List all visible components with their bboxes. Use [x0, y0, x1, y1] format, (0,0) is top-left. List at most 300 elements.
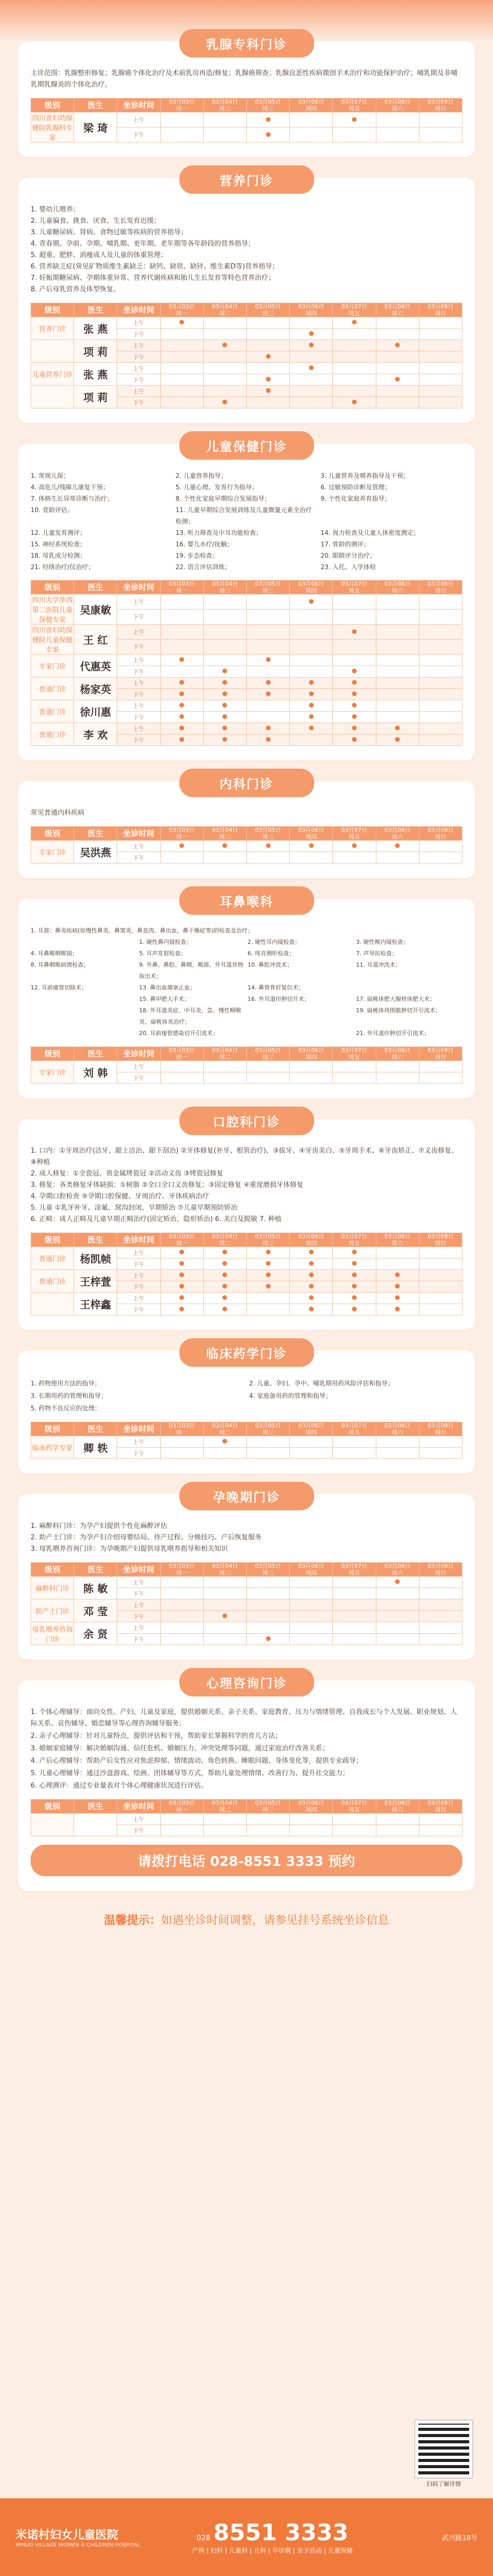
slot-available[interactable] — [160, 689, 203, 700]
slot-available[interactable] — [203, 340, 246, 351]
slot-available[interactable] — [246, 386, 289, 397]
section-title: 乳腺专科门诊 — [179, 29, 314, 58]
day-date: 03月05日 — [255, 581, 281, 587]
day-name: 周一 — [176, 1429, 188, 1436]
am-label: 上午 — [117, 595, 160, 610]
doctor-header: 医生 — [74, 1563, 117, 1577]
am-label: 上午 — [117, 317, 160, 329]
slot-available[interactable] — [246, 655, 289, 666]
slot-available[interactable] — [333, 1304, 376, 1315]
doctor-name[interactable]: 张 燕 — [74, 317, 117, 340]
day-name: 周六 — [391, 105, 403, 112]
schedule-table — [31, 1562, 462, 1645]
slot-empty — [246, 340, 289, 351]
day-header — [246, 581, 289, 595]
qr-icon — [415, 2421, 472, 2478]
slot-available[interactable] — [203, 1247, 246, 1258]
pm-label: 下午 — [117, 640, 160, 655]
doctor-level: 普通门诊 — [31, 700, 74, 723]
doctor-header: 医生 — [74, 827, 117, 841]
day-header — [160, 581, 203, 595]
slot-available[interactable] — [160, 1247, 203, 1258]
day-date: 03月08日 — [384, 1563, 411, 1569]
slot-available[interactable] — [203, 841, 246, 852]
slot-available[interactable] — [376, 1270, 419, 1281]
slot-available[interactable] — [333, 689, 376, 700]
slot-available[interactable] — [376, 734, 419, 746]
slot-empty — [160, 852, 203, 864]
doctor-name[interactable]: 余 贤 — [74, 1622, 117, 1645]
slot-available[interactable] — [333, 841, 376, 852]
slot-available[interactable] — [290, 1258, 333, 1270]
schedule-row — [31, 363, 462, 374]
doctor-level — [31, 1293, 74, 1315]
am-label: 上午 — [117, 723, 160, 734]
hospital-logo — [16, 2526, 171, 2548]
schedule-table — [31, 1799, 462, 1836]
level-header: 级别 — [31, 98, 74, 112]
slot-available[interactable] — [290, 1270, 333, 1281]
doctor-name[interactable]: 项 莉 — [74, 340, 117, 363]
slot-empty — [376, 1634, 419, 1645]
slot-available[interactable] — [333, 734, 376, 746]
service-item — [248, 1028, 354, 1039]
doctor-name[interactable]: 王梓鑫 — [74, 1293, 117, 1315]
slot-available[interactable] — [246, 1281, 289, 1293]
day-name: 周日 — [434, 310, 446, 317]
slot-available[interactable] — [160, 317, 203, 329]
day-header — [419, 827, 462, 841]
tip-banner — [0, 1912, 493, 1928]
slot-available[interactable] — [246, 128, 289, 143]
slot-available[interactable] — [333, 397, 376, 408]
day-header — [419, 1563, 462, 1577]
day-name: 周五 — [348, 310, 360, 317]
doctor-name[interactable]: 王梓萱 — [74, 1270, 117, 1293]
slot-empty — [160, 340, 203, 351]
day-date: 03月07日 — [341, 98, 368, 105]
day-header — [246, 98, 289, 112]
slot-available[interactable] — [290, 329, 333, 340]
slot-available[interactable] — [203, 712, 246, 723]
day-name: 周五 — [348, 833, 360, 840]
slot-empty — [419, 1588, 462, 1600]
slot-available[interactable] — [160, 712, 203, 723]
slot-available[interactable] — [246, 112, 289, 128]
service-item: 21. 经络治疗/仪治疗； — [31, 563, 94, 571]
doctor-name[interactable]: 李 欢 — [74, 723, 117, 746]
day-header — [419, 1233, 462, 1247]
slot-available[interactable] — [333, 1258, 376, 1270]
slot-available[interactable] — [290, 1293, 333, 1304]
slot-available[interactable] — [376, 841, 419, 852]
slot-empty — [160, 386, 203, 397]
day-header — [160, 303, 203, 317]
schedule-body — [31, 841, 462, 864]
doctor-name[interactable]: 邓 莹 — [74, 1600, 117, 1622]
slot-available[interactable] — [160, 723, 203, 734]
time-header: 坐诊时间 — [117, 1563, 160, 1577]
schedule-row — [31, 1600, 462, 1611]
service-item: 17. 骨龄的测评； — [320, 541, 370, 548]
qr-code[interactable] — [415, 2421, 472, 2488]
service-item: 9. 外鼻、鼻腔、鼻咽、喉部、外耳道异物取出术； — [139, 961, 244, 980]
doctor-name[interactable]: 梁 琦 — [74, 112, 117, 143]
doctor-name[interactable]: 杨家英 — [74, 677, 117, 700]
slot-empty — [333, 1825, 376, 1836]
slot-available[interactable] — [333, 712, 376, 723]
doctor-name[interactable]: 陈 敏 — [74, 1577, 117, 1600]
day-date: 03月06日 — [298, 1047, 325, 1054]
slot-empty — [419, 128, 462, 143]
slot-available[interactable] — [290, 340, 333, 351]
day-date: 03月05日 — [255, 1800, 281, 1806]
day-header — [333, 1563, 376, 1577]
slot-available[interactable] — [290, 1247, 333, 1258]
slot-available[interactable] — [203, 397, 246, 408]
slot-available[interactable] — [246, 689, 289, 700]
day-date: 03月04日 — [212, 1047, 238, 1054]
description-line: 6. 心理测评：通过专业量表对个体心理健康状况进行评估。 — [31, 1782, 208, 1790]
service-item: 15. 神经系统检查； — [31, 541, 86, 548]
day-name: 周一 — [176, 587, 188, 594]
service-item: 1. 硬性鼻内镜检查； — [139, 939, 192, 945]
slot-empty — [290, 625, 333, 640]
day-date: 03月09日 — [427, 98, 454, 105]
slot-available[interactable] — [333, 666, 376, 677]
service-item: 13. 鼻出血填塞止血； — [139, 984, 196, 991]
booking-phone-bar[interactable]: 请拨打电话 028-8551 3333 预约 — [31, 1845, 462, 1876]
doctor-header: 医生 — [74, 1233, 117, 1247]
day-header — [160, 1800, 203, 1814]
day-header — [376, 1800, 419, 1814]
slot-empty — [246, 1622, 289, 1634]
day-header — [203, 98, 246, 112]
slot-available[interactable] — [376, 1577, 419, 1588]
slot-empty — [333, 1814, 376, 1825]
description-line: 1. 个体心理辅导：面向女性、产妇、儿童及家庭，提供婚姻关系、亲子关系、家庭教育、压力与情绪管理、自我成长与个人发展、职业规划、人际关系、哀伤辅导、婚恋辅导等心理咨询辅导服务； — [31, 1708, 457, 1728]
slot-empty — [290, 1577, 333, 1588]
slot-available[interactable] — [246, 841, 289, 852]
slot-available[interactable] — [290, 712, 333, 723]
day-date: 03月07日 — [341, 581, 368, 587]
slot-available[interactable] — [333, 700, 376, 712]
doctor-level: 母乳喂养咨询门诊 — [31, 1622, 74, 1645]
day-header — [246, 1047, 289, 1061]
slot-available[interactable] — [333, 1293, 376, 1304]
slot-available[interactable] — [333, 723, 376, 734]
schedule-table — [31, 1046, 462, 1084]
day-name: 周三 — [262, 1240, 274, 1247]
slot-empty — [246, 1600, 289, 1611]
day-header — [203, 1047, 246, 1061]
doctor-level: 临床药学专家 — [31, 1436, 74, 1459]
day-date: 03月05日 — [255, 1233, 281, 1240]
slot-available[interactable] — [246, 1247, 289, 1258]
day-header — [419, 581, 462, 595]
day-date: 03月06日 — [298, 303, 325, 310]
slot-empty — [333, 1577, 376, 1588]
schedule-row — [31, 677, 462, 689]
slot-available[interactable] — [160, 1281, 203, 1293]
service-item: 10. 骨龄评估； — [31, 506, 74, 514]
slot-empty — [419, 677, 462, 689]
slot-empty — [333, 610, 376, 625]
section-internal — [18, 777, 475, 878]
slot-available[interactable] — [290, 1304, 333, 1315]
day-header — [333, 1800, 376, 1814]
slot-available[interactable] — [333, 625, 376, 640]
slot-available[interactable] — [203, 723, 246, 734]
slot-available[interactable] — [203, 1270, 246, 1281]
slot-available[interactable] — [290, 677, 333, 689]
slot-empty — [333, 640, 376, 655]
slot-available[interactable] — [160, 1258, 203, 1270]
day-header — [333, 1047, 376, 1061]
day-header — [160, 98, 203, 112]
slot-available[interactable] — [203, 1611, 246, 1622]
service-list — [31, 925, 462, 1039]
slot-empty — [376, 386, 419, 397]
time-header: 坐诊时间 — [117, 1047, 160, 1061]
slot-available[interactable] — [203, 734, 246, 746]
slot-empty — [160, 640, 203, 655]
slot-empty — [419, 112, 462, 128]
slot-empty — [290, 1588, 333, 1600]
day-name: 周二 — [219, 1054, 231, 1060]
slot-empty — [246, 329, 289, 340]
day-name: 周二 — [219, 1240, 231, 1247]
day-name: 周五 — [348, 1429, 360, 1436]
doctor-name[interactable]: 卿 轶 — [74, 1436, 117, 1459]
schedule-body — [31, 1247, 462, 1315]
slot-available[interactable] — [160, 655, 203, 666]
schedule-row — [31, 1814, 462, 1825]
slot-available[interactable] — [203, 689, 246, 700]
slot-available[interactable] — [246, 351, 289, 363]
slot-empty — [290, 1814, 333, 1825]
day-header — [203, 1800, 246, 1814]
slot-available[interactable] — [203, 677, 246, 689]
slot-empty — [160, 1577, 203, 1588]
day-header — [376, 1233, 419, 1247]
slot-available[interactable] — [203, 700, 246, 712]
day-header — [376, 581, 419, 595]
doctor-level: 四川省妇幼保健院儿童保健专家 — [31, 625, 74, 655]
schedule-body — [31, 317, 462, 408]
day-name: 周五 — [348, 1569, 360, 1576]
service-item: 4. 青春期、孕前、孕期、哺乳期、更年期、老年期等各年龄段的营养指导； — [31, 240, 255, 248]
day-header — [203, 581, 246, 595]
slot-available[interactable] — [333, 112, 376, 128]
doctor-name[interactable] — [74, 1814, 117, 1836]
slot-empty — [419, 1814, 462, 1825]
doctor-name[interactable]: 吴康敏 — [74, 595, 117, 625]
slot-available[interactable] — [376, 340, 419, 351]
doctor-level: 普通门诊 — [31, 723, 74, 746]
day-header — [333, 1422, 376, 1436]
slot-available[interactable] — [246, 677, 289, 689]
slot-empty — [203, 317, 246, 329]
day-date: 03月04日 — [212, 827, 238, 833]
slot-empty — [419, 1281, 462, 1293]
slot-available[interactable] — [203, 1304, 246, 1315]
slot-available[interactable] — [376, 1281, 419, 1293]
slot-available[interactable] — [160, 677, 203, 689]
service-item — [249, 1402, 463, 1414]
slot-available[interactable] — [246, 734, 289, 746]
service-item: 19. 步态检查； — [175, 552, 219, 559]
service-item: 2. 成人修复：①全瓷冠、贵金属烤瓷冠 ②活动义齿 ③烤瓷冠修复 — [31, 1170, 223, 1178]
doctor-name[interactable]: 吴洪燕 — [74, 841, 117, 864]
service-item: 15. 鼻甲肥大手术； — [139, 996, 190, 1002]
slot-empty — [376, 1825, 419, 1836]
slot-available[interactable] — [290, 723, 333, 734]
day-header — [160, 827, 203, 841]
schedule-header — [31, 98, 462, 112]
slot-available[interactable] — [376, 1304, 419, 1315]
slot-empty — [290, 610, 333, 625]
doctor-name[interactable]: 杨凯帧 — [74, 1247, 117, 1270]
day-date: 03月05日 — [255, 1563, 281, 1569]
day-header — [203, 1563, 246, 1577]
am-label: 上午 — [117, 677, 160, 689]
slot-available[interactable] — [203, 1293, 246, 1304]
slot-available[interactable] — [203, 1281, 246, 1293]
slot-empty — [290, 1634, 333, 1645]
phone-number: 8551 3333 — [213, 2520, 348, 2546]
doctor-header: 医生 — [74, 303, 117, 317]
doctor-level — [31, 386, 74, 408]
slot-empty — [203, 625, 246, 640]
slot-available[interactable] — [246, 1270, 289, 1281]
slot-empty — [419, 1304, 462, 1315]
day-date: 03月05日 — [255, 303, 281, 310]
day-date: 03月07日 — [341, 1422, 368, 1429]
doctor-name[interactable]: 项 莉 — [74, 386, 117, 408]
doctor-name[interactable]: 徐川惠 — [74, 700, 117, 723]
slot-available[interactable] — [246, 1634, 289, 1645]
slot-available[interactable] — [160, 1293, 203, 1304]
day-date: 03月06日 — [298, 581, 325, 587]
slot-available[interactable] — [160, 700, 203, 712]
pm-label: 下午 — [117, 128, 160, 143]
day-header — [333, 827, 376, 841]
slot-available[interactable] — [203, 1436, 246, 1448]
service-item: 6. 过敏预防诊断及管理； — [320, 484, 391, 491]
day-name: 周一 — [176, 1569, 188, 1576]
schedule-body — [31, 1814, 462, 1836]
service-item: 16. 外耳道疖肿切开术； — [247, 996, 310, 1002]
slot-available[interactable] — [376, 1293, 419, 1304]
slot-available[interactable] — [376, 374, 419, 386]
slot-empty — [419, 640, 462, 655]
doctor-level: 专家门诊 — [31, 1061, 74, 1084]
slot-available[interactable] — [246, 374, 289, 386]
service-item: 5. 超重、肥胖、消瘦成人及儿童的体重管理； — [31, 251, 167, 259]
slot-empty — [160, 610, 203, 625]
slot-empty — [333, 363, 376, 374]
day-header — [419, 1047, 462, 1061]
slot-empty — [376, 689, 419, 700]
slot-available[interactable] — [333, 1281, 376, 1293]
schedule-header-row — [31, 98, 462, 112]
day-date: 03月04日 — [212, 1233, 238, 1240]
slot-empty — [376, 1061, 419, 1072]
slot-available[interactable] — [160, 1304, 203, 1315]
slot-available[interactable] — [333, 1247, 376, 1258]
slot-empty — [376, 351, 419, 363]
slot-empty — [333, 1061, 376, 1072]
slot-available[interactable] — [290, 595, 333, 610]
doctor-name[interactable]: 张 燕 — [74, 363, 117, 386]
slot-available[interactable] — [333, 317, 376, 329]
doctor-name[interactable]: 王 红 — [74, 625, 117, 655]
doctor-name[interactable]: 代惠英 — [74, 655, 117, 677]
slot-available[interactable] — [376, 723, 419, 734]
slot-available[interactable] — [333, 1270, 376, 1281]
slot-available[interactable] — [160, 1270, 203, 1281]
slot-available[interactable] — [246, 723, 289, 734]
day-header — [290, 98, 333, 112]
day-name: 周五 — [348, 1054, 360, 1060]
slot-available[interactable] — [290, 1281, 333, 1293]
slot-available[interactable] — [290, 363, 333, 374]
day-header — [160, 1563, 203, 1577]
day-name: 周三 — [262, 1429, 274, 1436]
day-name: 周六 — [391, 1054, 403, 1060]
slot-available[interactable] — [290, 689, 333, 700]
day-name: 周五 — [348, 1806, 360, 1813]
pm-label: 下午 — [117, 1611, 160, 1622]
slot-available[interactable] — [160, 734, 203, 746]
slot-empty — [160, 1436, 203, 1448]
schedule-header — [31, 1422, 462, 1436]
slot-empty — [376, 595, 419, 610]
slot-available[interactable] — [160, 841, 203, 852]
doctor-level: 普通门诊 — [31, 1247, 74, 1270]
slot-available[interactable] — [246, 1258, 289, 1270]
service-item: 2. 儿童营养指导； — [175, 472, 227, 479]
slot-available[interactable] — [290, 700, 333, 712]
slot-empty — [333, 329, 376, 340]
service-item: 4. 高危儿/残障儿康复干预； — [31, 484, 109, 491]
slot-available[interactable] — [203, 666, 246, 677]
pm-label: 下午 — [117, 397, 160, 408]
doctor-header: 医生 — [74, 98, 117, 112]
slot-available[interactable] — [203, 1258, 246, 1270]
doctor-name[interactable]: 刘 韩 — [74, 1061, 117, 1084]
pm-label: 下午 — [117, 1825, 160, 1836]
footer-phone[interactable] — [171, 2520, 374, 2555]
schedule-row — [31, 700, 462, 712]
slot-available[interactable] — [290, 841, 333, 852]
day-name: 周五 — [348, 105, 360, 112]
time-header: 坐诊时间 — [117, 827, 160, 841]
slot-available[interactable] — [333, 677, 376, 689]
slot-empty — [160, 1072, 203, 1084]
slot-empty — [333, 1634, 376, 1645]
day-name: 周日 — [434, 1569, 446, 1576]
section-title: 儿童保健门诊 — [179, 431, 314, 460]
slot-empty — [419, 1600, 462, 1611]
level-header: 级别 — [31, 1047, 74, 1061]
day-header — [160, 1233, 203, 1247]
day-header — [419, 1422, 462, 1436]
slot-empty — [376, 1072, 419, 1084]
schedule-row — [31, 841, 462, 852]
section-nutrition — [18, 174, 475, 423]
